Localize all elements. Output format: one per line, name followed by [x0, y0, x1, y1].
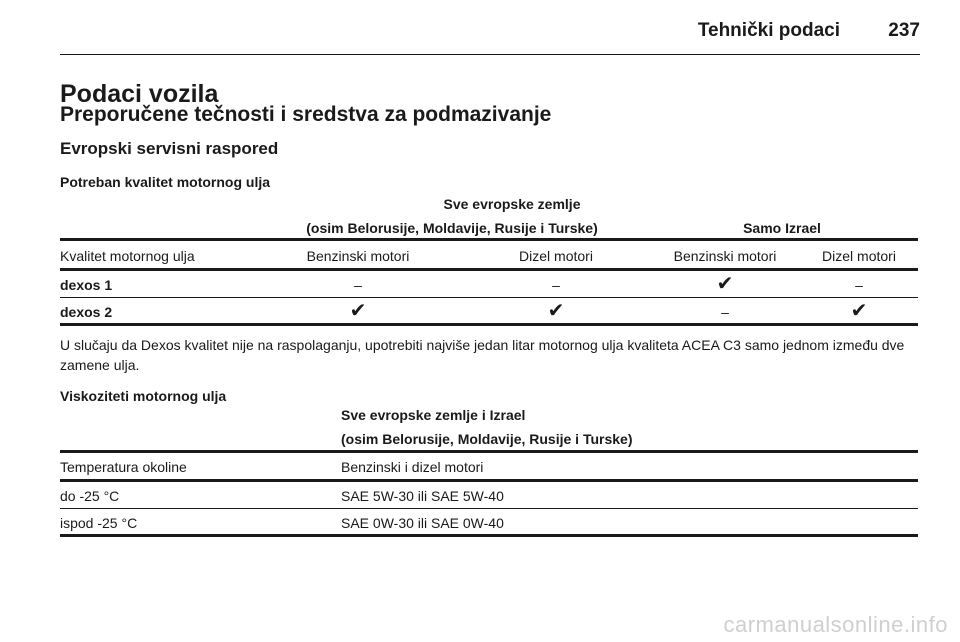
- page-number: 237: [888, 20, 920, 41]
- table2-col-header: Benzinski i dizel motori: [341, 459, 484, 475]
- table1-row-divider: [60, 297, 918, 298]
- table2-col-header: Temperatura okoline: [60, 459, 187, 475]
- table-cell: –: [855, 277, 863, 293]
- table-cell: –: [721, 304, 729, 320]
- table2-bottom-rule: [60, 534, 918, 537]
- header-title: Tehnički podaci: [697, 20, 840, 41]
- table1-col-header: Benzinski motori: [673, 248, 777, 264]
- table2-row-divider: [60, 508, 918, 509]
- checkmark-icon: ✔: [850, 300, 868, 322]
- dexos-note: U slučaju da Dexos kvalitet nije na raspolaganju, upotrebiti najviše jedan litar motornog ulja kvaliteta ACEA C3 samo jednom između dve zamene ulja.: [60, 337, 905, 373]
- page-header: [60, 14, 920, 55]
- oil-viscosity-table: [60, 407, 918, 539]
- table-row-label: dexos 1: [60, 277, 113, 293]
- table1-group2: Samo Izrael: [743, 220, 821, 236]
- table2-header-top-rule: [60, 450, 918, 453]
- section-subheading: Evropski servisni raspored: [60, 139, 279, 158]
- oil-quality-table: [60, 196, 918, 326]
- table-cell: –: [552, 277, 560, 293]
- table1-caption: Potreban kvalitet motornog ulja: [60, 174, 271, 190]
- section-subtitle: Preporučene tečnosti i sredstva za podmazivanje: [60, 103, 552, 126]
- checkmark-icon: ✔: [349, 300, 367, 322]
- watermark: carmanualsonline.info: [723, 612, 948, 637]
- table-cell: do -25 °C: [60, 488, 120, 504]
- table-cell: SAE 0W-30 ili SAE 0W-40: [341, 515, 504, 531]
- table2-caption: Viskoziteti motornog ulja: [60, 388, 227, 404]
- table-cell: SAE 5W-30 ili SAE 5W-40: [341, 488, 504, 504]
- table1-header-top-rule: [60, 238, 918, 241]
- table1-col-header: Dizel motori: [822, 248, 896, 264]
- table-cell: –: [354, 277, 362, 293]
- checkmark-icon: ✔: [716, 273, 734, 295]
- table2-group-line1: Sve evropske zemlje i Izrael: [341, 407, 526, 423]
- table2-group-line2: (osim Belorusije, Moldavije, Rusije i Turske): [341, 431, 633, 447]
- table-row-label: dexos 2: [60, 304, 113, 320]
- table1-header-bottom-rule: [60, 268, 918, 271]
- table1-col-header: Dizel motori: [519, 248, 593, 264]
- section-title: Podaci vozila: [60, 80, 219, 108]
- table1-group1-line2: (osim Belorusije, Moldavije, Rusije i Turske): [306, 220, 598, 236]
- table1-group1-line1: Sve evropske zemlje: [443, 196, 581, 212]
- checkmark-icon: ✔: [547, 300, 565, 322]
- table1-col-header: Kvalitet motornog ulja: [60, 248, 195, 264]
- table-cell: ispod -25 °C: [60, 515, 138, 531]
- table1-col-header: Benzinski motori: [306, 248, 410, 264]
- table2-header-bottom-rule: [60, 479, 918, 482]
- table1-bottom-rule: [60, 323, 918, 326]
